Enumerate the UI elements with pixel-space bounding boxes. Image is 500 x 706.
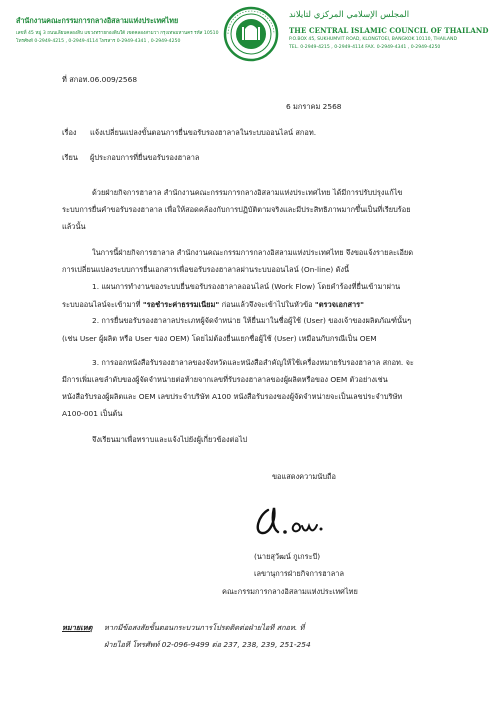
list-item-line: 1. แผนการทำงานของระบบยื่นขอรับรองฮาลาลออนไลน์ (Work Flow) โดยคำร้องที่ยื่นเข้ามาผ่าน	[92, 282, 401, 291]
note-label: หมายเหตุ	[62, 623, 93, 632]
thai-phone: โทรศัพท์ 0-2949-4215 , 0-2949-4114 โทรสาร 0-2949-4341 , 0-2949-4250	[16, 39, 181, 44]
paragraph-line: ด้วยฝ่ายกิจการฮาลาล สำนักงานคณะกรรมการกลางอิสลามแห่งประเทศไทย ได้มีการปรับปรุงแก้ไข	[92, 188, 403, 197]
status-awaiting-fee: "รอชำระค่าธรรมเนียม"	[142, 300, 220, 309]
list-item-line: 2. การยื่นขอรับรองฮาลาลประเภทผู้จัดจำหน่าย ให้ยื่นมาในชื่อผู้ใช้ (User) ของเจ้าของผลิตภัณฑ์นั้นๆ	[92, 316, 412, 325]
note-line: หากมีข้อสงสัยขั้นตอนกระบวนการโปรดติดต่อฝ่ายไอที สกอท. ที่	[104, 623, 305, 632]
signature-image	[250, 502, 336, 542]
closing-line: จึงเรียนมาเพื่อทราบและแจ้งไปยังผู้เกี่ยวข้องต่อไป	[92, 435, 248, 444]
paragraph-line: การเปลี่ยนแปลงระบบการยื่นเอกสารเพื่อขอรับรองฮาลาลผ่านระบบออนไลน์ (On-line) ดังนี้	[62, 265, 350, 274]
list-item-line: ระบบออนไลน์จะเข้ามาที่ "รอชำระค่าธรรมเนียม" ก่อนแล้วจึงจะเข้าไปในหัวข้อ "ตรวจเอกสาร"	[62, 300, 364, 309]
paragraph-line: ในการนี้ฝ่ายกิจการฮาลาล สำนักงานคณะกรรมการกลางอิสลามแห่งประเทศไทย จึงขอแจ้งรายละเอียด	[92, 248, 414, 257]
list-item-line: หนังสือรับรองผู้ผลิตและ OEM เลขประจำบริษัท A100 หนังสือรับรองของผู้จัดจำหน่ายจะเป็นเลขประจำบริษัท	[62, 392, 403, 401]
english-phone: TEL. 0-2949-4215 , 0-2949-4114 FAX. 0-2949-4341 , 0-2949-4250	[289, 45, 441, 50]
recipient-text: ผู้ประกอบการที่ยื่นขอรับรองฮาลาล	[90, 153, 200, 162]
english-title: THE CENTRAL ISLAMIC COUNCIL OF THAILAND	[289, 26, 489, 35]
list-item-line: (เช่น User ผู้ผลิต หรือ User ของ OEM) โดยไม่ต้องยื่นแยกชื่อผู้ใช้ (User) เหมือนกับกรณีเป็น OEM	[62, 334, 377, 343]
signer-organization: คณะกรรมการกลางอิสลามแห่งประเทศไทย	[222, 587, 358, 596]
council-seal-icon	[223, 6, 279, 62]
regards-text: ขอแสดงความนับถือ	[272, 472, 336, 481]
english-address: P.O.BOX 45, SUKHUMVIT ROAD, KLONGTOEI, BANGKOK 10110, THAILAND	[289, 37, 457, 42]
note-line: ฝ่ายไอที โทรศัพท์ 02-096-9499 ต่อ 237, 238, 239, 251-254	[104, 640, 311, 649]
thai-address: เลขที่ 45 หมู่ 3 ถนนเลียบคลองสิบ แขวงทรายกองดินใต้ เขตคลองสามวา กรุงเทพมหานคร รหัส 10510	[16, 31, 219, 36]
status-document-check: "ตรวจเอกสาร"	[314, 300, 364, 309]
paragraph-line: ระบบการยื่นคำขอรับรองฮาลาล เพื่อให้สอดคล้องกับการปฏิบัติตามจริงและมีประสิทธิภาพมากขึ้นเป็นที่เรียบร้อย	[62, 205, 411, 214]
signer-title: เลขานุการฝ่ายกิจการฮาลาล	[254, 569, 344, 578]
signer-name: (นายสุวัฒน์ กูเกระบี)	[254, 552, 321, 561]
subject-text: แจ้งเปลี่ยนแปลงขั้นตอนการยื่นขอรับรองฮาลาลในระบบออนไลน์ สกอท.	[90, 128, 317, 137]
arabic-title: المجلس الإسلامي المركزي لتايلاند	[289, 10, 410, 20]
thai-org-name: สำนักงานคณะกรรมการกลางอิสลามแห่งประเทศไทย	[16, 16, 179, 25]
date: 6 มกราคม 2568	[286, 102, 342, 111]
list-item-line: 3. การออกหนังสือรับรองฮาลาลของจังหวัดและหนังสือสำคัญให้ใช้เครื่องหมายรับรองฮาลาล สกอท. จะ	[92, 358, 414, 367]
list-item-line: A100-001 เป็นต้น	[62, 409, 123, 418]
reference-number: ที่ สกอท.06.009/2568	[62, 75, 138, 84]
paragraph-line: แล้วนั้น	[62, 222, 86, 231]
list-item-line: มีการเพิ่มเลขลำดับของผู้จัดจำหน่ายต่อท้ายจากเลขที่รับรองฮาลาลของผู้ผลิตหรือของ OEM ตัวอย่างเช่น	[62, 375, 388, 384]
subject-label: เรื่อง	[62, 128, 77, 137]
recipient-label: เรียน	[62, 153, 78, 162]
